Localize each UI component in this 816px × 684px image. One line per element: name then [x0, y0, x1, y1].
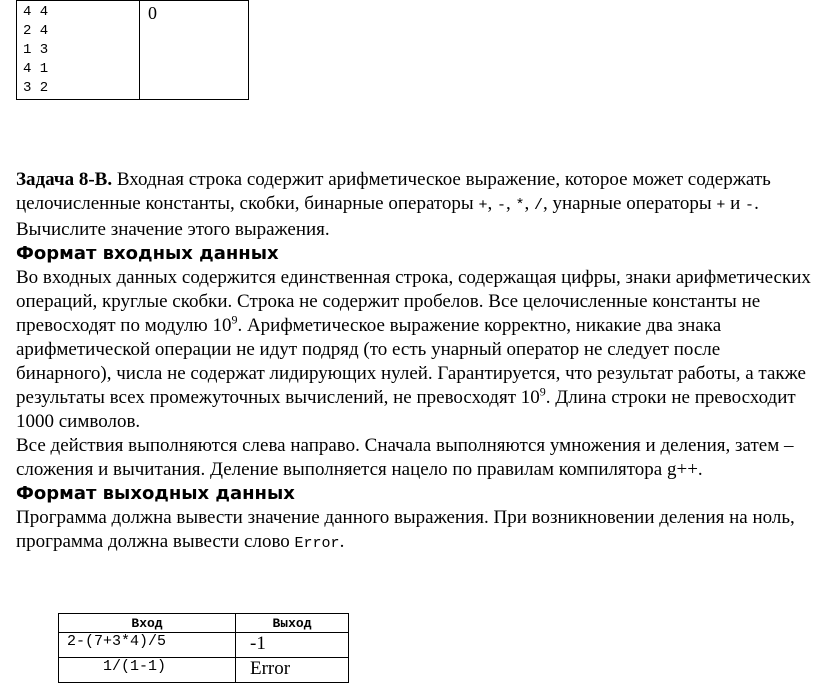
top-example-table	[16, 0, 249, 100]
input-format-p1-a: Во входных данных содержится единственная строка, содержащая цифры, знаки арифметических операций, круглые скобки. Строка не содержит пробелов. Все целочисленные константы не превосходят по модулю 10	[16, 267, 811, 336]
exponent: 9	[539, 384, 546, 399]
top-input-line: 2 4	[23, 23, 49, 39]
binary-op-mul: *	[515, 197, 525, 214]
example-input-text: 2-(7+3*4)/5	[67, 633, 167, 650]
problem-statement	[16, 168, 812, 556]
output-format-text	[16, 506, 812, 556]
exponent: 9	[231, 312, 238, 327]
task-paragraph: Задача 8-B. Входная строка содержит арифметическое выражение, которое может содержать целочисленные константы, скобки, бинарные операторы +, -, *, /, унарные операторы + и -. Вычислите значение этого выражения.	[16, 169, 771, 240]
input-format-p2: Все действия выполняются слева направо. Сначала выполняются умножения и деления, затем – сложения и вычитания. Деление выполняется нацело по правилам компилятора g++.	[16, 435, 794, 480]
header-input: Вход	[59, 614, 236, 633]
example-input	[59, 658, 236, 683]
output-format-text-b: .	[339, 531, 345, 552]
unary-op-plus: +	[716, 197, 726, 214]
table-row	[59, 658, 349, 683]
binary-op-div: /	[534, 197, 544, 214]
input-format-p1-b: . Арифметическое выражение корректно, никакие два знака арифметической операции не идут подряд (то есть унарный оператор не следует после бинарного), числа не содержат лидирующих нулей. Гарантируется, что результат работы, а также результаты всех промежуточных вычислений, не превосходят 10	[16, 315, 806, 408]
example-output: -1	[236, 633, 349, 658]
task-text-b: , унарные операторы	[543, 193, 717, 214]
examples-header-row	[59, 614, 349, 633]
output-format-heading: Формат выходных данных	[16, 483, 295, 504]
header-output: Выход	[236, 614, 349, 633]
and-word: и	[725, 193, 746, 214]
top-input-line: 4 1	[23, 61, 49, 77]
input-format-heading: Формат входных данных	[16, 243, 279, 264]
top-example-output-cell: 0	[140, 1, 249, 100]
top-input-line: 1 3	[23, 42, 49, 58]
output-format-text-a: Программа должна вывести значение данного выражения. При возникновении деления на ноль, программа должна вывести слово	[16, 507, 795, 552]
task-text-c: . Вычислите значение этого выражения.	[16, 193, 759, 240]
input-format-p1-c: . Длина строки не превосходит 1000 символов.	[16, 387, 796, 432]
task-text-a: Входная строка содержит арифметическое выражение, которое может содержать целочисленные константы, скобки, бинарные операторы	[16, 169, 771, 214]
binary-op-minus: -	[496, 197, 506, 214]
example-output: Error	[236, 658, 349, 683]
examples-table	[58, 613, 349, 683]
top-example-input-cell	[17, 1, 140, 100]
binary-op-plus: +	[478, 197, 488, 214]
unary-op-minus: -	[745, 197, 755, 214]
error-word: Error	[294, 535, 340, 552]
example-input-text: 1/(1-1)	[67, 658, 167, 675]
table-row	[59, 633, 349, 658]
example-input	[59, 633, 236, 658]
input-format-p1	[16, 266, 812, 434]
task-title: Задача 8-B.	[16, 169, 113, 190]
top-input-line: 3 2	[23, 80, 49, 96]
top-input-line: 4 4	[23, 4, 49, 20]
